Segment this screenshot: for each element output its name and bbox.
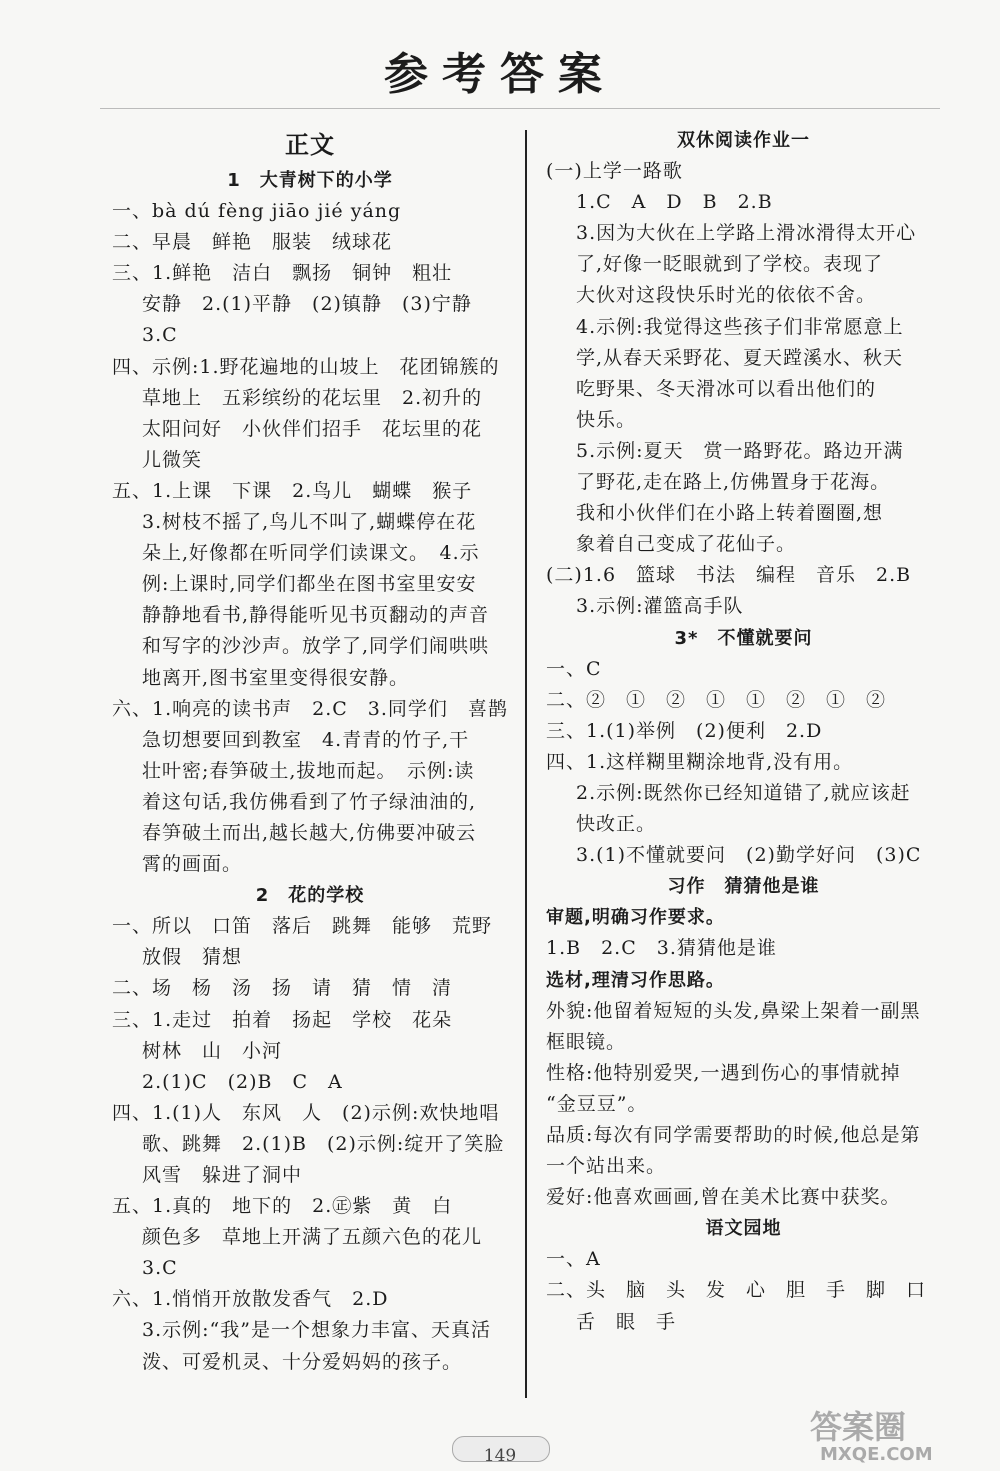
answer-line: “金豆豆”。 <box>546 1092 648 1115</box>
answer-line: 外貌:他留着短短的头发,鼻梁上架着一副黑 <box>546 999 921 1022</box>
column-divider <box>525 130 527 1398</box>
title-divider <box>100 108 940 109</box>
answer-line: 品质:每次有同学需要帮助的时候,他总是第 <box>546 1124 921 1146</box>
answer-line: 歌、跳舞 2.(1)B (2)示例:绽开了笑脸 <box>142 1132 505 1155</box>
section-heading: 双休阅读作业一 <box>677 130 810 151</box>
answer-line: 2.示例:既然你已经知道错了,就应该赶 <box>576 781 911 804</box>
answer-line: 一、bà dú fèng jiāo jié yáng <box>112 200 402 223</box>
answer-line: 舌 眼 手 <box>576 1310 677 1333</box>
answer-line: 四、示例:1.野花遍地的山坡上 花团锦簇的 <box>112 355 500 378</box>
answer-line: 和写字的沙沙声。放学了,同学们闹哄哄 <box>142 635 490 658</box>
answer-line: 壮叶密;春笋破土,拔地而起。 示例:读 <box>142 759 475 782</box>
answer-line: 了野花,走在路上,仿佛置身于花海。 <box>576 471 891 494</box>
answer-line: 二、早晨 鲜艳 服装 绒球花 <box>112 231 393 254</box>
answer-line: 二、② ① ② ① ① ② ① ② <box>546 688 887 711</box>
page-number: 149 <box>483 1446 517 1466</box>
answer-line: 3.C <box>142 324 178 347</box>
watermark-logo: 答案圈 <box>810 1408 907 1446</box>
answer-line: 树林 山 小河 <box>142 1039 283 1062</box>
answer-line: 太阳问好 小伙伴们招手 花坛里的花 <box>142 417 483 440</box>
answer-line: 一、A <box>546 1248 601 1271</box>
section-heading: 习作 猜猜他是谁 <box>667 876 820 898</box>
answer-line: 泼、可爱机灵、十分爱妈妈的孩子。 <box>142 1350 463 1373</box>
answer-line: 我和小伙伴们在小路上转着圈圈,想 <box>576 502 884 525</box>
left-column <box>112 125 508 1378</box>
answer-line: 急切想要回到教室 4.青青的竹子,干 <box>142 728 470 751</box>
answer-line: 儿微笑 <box>142 448 203 471</box>
answer-line: (一)上学一路歌 <box>546 160 683 183</box>
answer-line: 朵上,好像都在听同学们读课文。 4.示 <box>142 542 480 565</box>
answer-line: 三、1.(1)举例 (2)便利 2.D <box>546 719 823 742</box>
answer-line: 性格:他特别爱哭,一遇到伤心的事情就掉 <box>546 1061 901 1084</box>
answer-line: 象着自己变成了花仙子。 <box>576 533 797 556</box>
answer-line: 放假 猜想 <box>142 946 243 969</box>
section-heading: 2 花的学校 <box>255 885 365 907</box>
answer-line: 草地上 五彩缤纷的花坛里 2.初升的 <box>142 386 483 409</box>
right-column <box>546 125 941 1338</box>
answer-line: 地离开,图书室里变得很安静。 <box>142 666 410 689</box>
answer-line: 例:上课时,同学们都坐在图书室里安安 <box>142 573 477 596</box>
answer-line: 一、所以 口笛 落后 跳舞 能够 荒野 <box>112 915 493 938</box>
answer-line: 春笋破土而出,越长越大,仿佛要冲破云 <box>142 821 477 844</box>
answer-line: 安静 2.(1)平静 (2)镇静 (3)宁静 <box>142 293 472 316</box>
answer-line: 快乐。 <box>576 408 637 431</box>
answer-line: (二)1.6 篮球 书法 编程 音乐 2.B <box>546 564 912 587</box>
answer-line: 一、C <box>546 657 602 680</box>
section-heading: 1 大青树下的小学 <box>227 170 393 191</box>
answer-line: 1.C A D B 2.B <box>576 191 773 214</box>
answer-line: 学,从春天采野花、夏天蹚溪水、秋天 <box>576 346 904 369</box>
answer-line: 三、1.走过 拍着 扬起 学校 花朵 <box>112 1008 453 1031</box>
answer-line: 三、1.鲜艳 洁白 飘扬 铜钟 粗壮 <box>112 262 453 285</box>
answer-line: 3.示例:“我”是一个想象力丰富、天真活 <box>142 1319 491 1342</box>
answer-line: 六、1.响亮的读书声 2.C 3.同学们 喜鹊 <box>112 697 508 720</box>
answer-line: 风雪 躲进了洞中 <box>142 1164 303 1186</box>
answer-line: 二、场 杨 汤 扬 请 猜 情 清 <box>112 977 453 1000</box>
answer-line: 快改正。 <box>576 813 657 836</box>
answer-line: 5.示例:夏天 赏一路野花。路边开满 <box>576 439 904 462</box>
answer-line: 审题,明确习作要求。 <box>546 907 725 929</box>
section-heading: 正文 <box>285 131 335 159</box>
answer-line: 一个站出来。 <box>546 1155 667 1178</box>
answer-line: 霄的画面。 <box>142 853 243 876</box>
answer-line: 3.(1)不懂就要问 (2)勤学好问 (3)C <box>576 844 922 867</box>
answer-line: 五、1.真的 地下的 2.㊣紫 黄 白 <box>112 1195 453 1218</box>
answer-line: 五、1.上课 下课 2.鸟儿 蝴蝶 猴子 <box>112 479 473 502</box>
answer-line: 颜色多 草地上开满了五颜六色的花儿 <box>142 1226 483 1249</box>
answer-line: 1.B 2.C 3.猜猜他是谁 <box>546 937 777 960</box>
answer-line: 2.(1)C (2)B C A <box>142 1070 343 1093</box>
answer-line: 吃野果、冬天滑冰可以看出他们的 <box>576 377 877 400</box>
answer-line: 爱好:他喜欢画画,曾在美术比赛中获奖。 <box>546 1186 901 1209</box>
section-heading: 语文园地 <box>705 1218 782 1240</box>
answer-line: 4.示例:我觉得这些孩子们非常愿意上 <box>576 315 904 338</box>
answer-line: 3.因为大伙在上学路上滑冰滑得太开心 <box>576 222 917 245</box>
section-heading: 3* 不懂就要问 <box>674 627 813 649</box>
answer-line: 3.示例:灌篮高手队 <box>576 595 744 618</box>
answer-line: 了,好像一眨眼就到了学校。表现了 <box>576 253 884 276</box>
answer-line: 六、1.悄悄开放散发香气 2.D <box>112 1288 389 1311</box>
answer-line: 大伙对这段快乐时光的依依不舍。 <box>576 284 877 307</box>
answer-line: 静静地看书,静得能听见书页翻动的声音 <box>142 604 490 627</box>
answer-line: 二、头 脑 头 发 心 胆 手 脚 口 <box>546 1279 927 1302</box>
watermark-url: MXQE.COM <box>820 1444 933 1465</box>
answer-line: 四、1.这样糊里糊涂地背,没有用。 <box>546 750 854 773</box>
answer-line: 着这句话,我仿佛看到了竹子绿油油的, <box>142 790 477 813</box>
answer-line: 框眼镜。 <box>546 1030 627 1053</box>
answer-line: 3.树枝不摇了,鸟儿不叫了,蝴蝶停在花 <box>142 511 477 534</box>
answer-line: 3.C <box>142 1257 178 1280</box>
page-title: 参考答案 <box>384 49 616 100</box>
answer-line: 选材,理清习作思路。 <box>546 969 725 991</box>
answer-line: 四、1.(1)人 东风 人 (2)示例:欢快地唱 <box>112 1101 500 1124</box>
